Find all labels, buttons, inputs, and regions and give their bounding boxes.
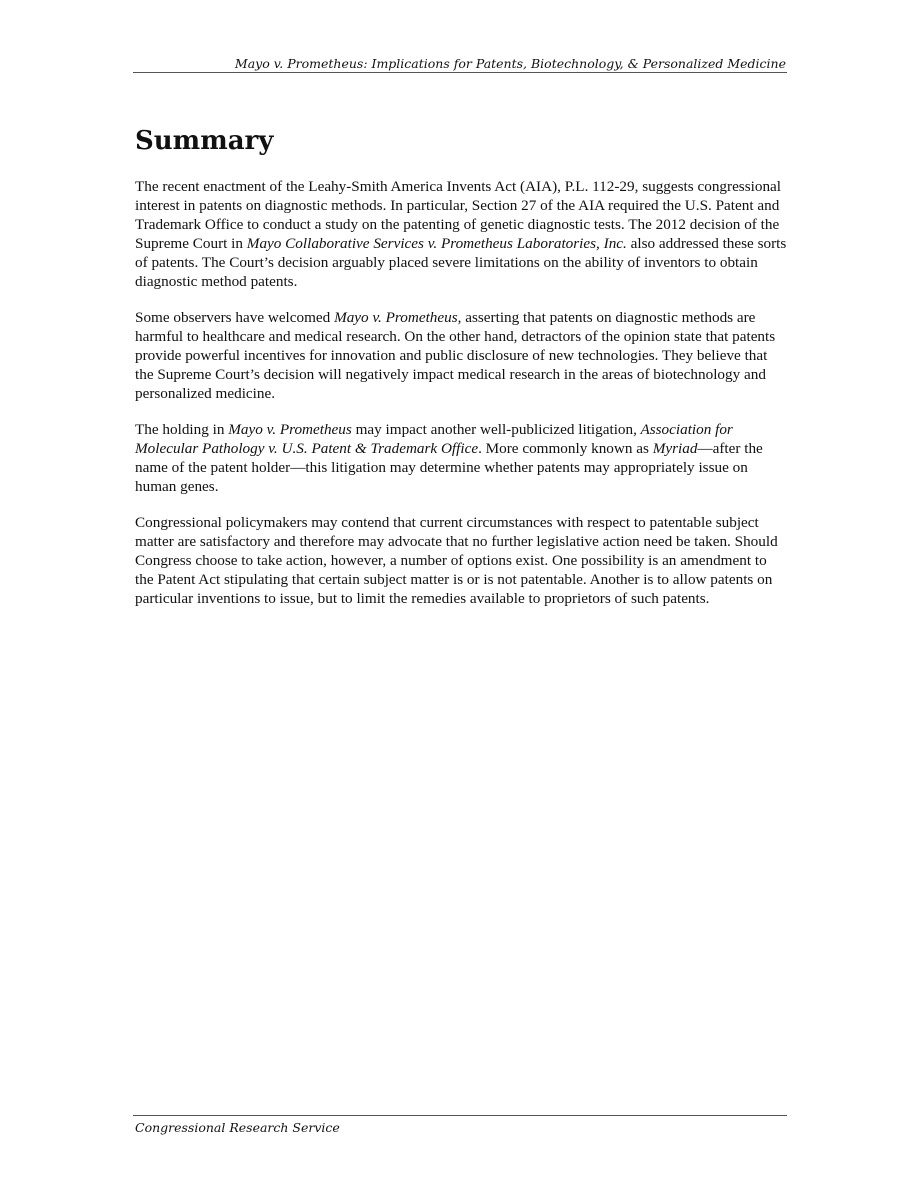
text-run: may impact another well-publicized litigation xyxy=(351,421,634,438)
text-run: The recent enactment of the Leahy-Smith America Invents Act (AIA), P.L. 112-29, suggests congressional interest in patents on diagnostic methods. In particular, Section 27 of the AIA required the U.S. Patent and Trademark Office to conduct a study on the patenting of genetic diagnostic tests. The 2012 decision of the Supreme Court in xyxy=(135,178,781,252)
case-name: , Association for Molecular Pathology v. U.S. Patent & Trademark Office xyxy=(135,421,733,457)
text-run: , asserting that patents on diagnostic methods are harmful to healthcare and medical research. On the other hand, detractors of the opinion state that patents provide powerful incentives for innovation and public disclosure of new technologies. They believe that the Supreme Court’s decision will negatively impact medical research in the areas of biotechnology and personalized medicine. xyxy=(135,309,776,402)
case-name: Mayo v. Prometheus xyxy=(228,421,352,438)
summary-body xyxy=(135,177,787,625)
paragraph-4 xyxy=(135,513,787,608)
case-name: Myriad xyxy=(652,440,698,457)
running-header: Mayo v. Prometheus: Implications for Patents, Biotechnology, & Personalized Medicine xyxy=(234,56,786,71)
section-title: Summary xyxy=(135,126,274,156)
footer-divider xyxy=(133,1115,787,1116)
text-run: —after the name of the patent holder—this litigation may determine whether patents may appropriately issue on human genes. xyxy=(135,440,763,495)
case-name: Mayo Collaborative Services v. Prometheus Laboratories, Inc. xyxy=(246,235,627,252)
footer-organization: Congressional Research Service xyxy=(135,1120,340,1135)
text-run: . More commonly known as xyxy=(478,440,653,457)
text-run: also addressed these sorts of patents. The Court’s decision arguably placed severe limitations on the ability of inventors to obtain diagnostic method patents. xyxy=(135,235,787,290)
paragraph-2 xyxy=(135,308,787,403)
header-divider xyxy=(133,72,787,73)
paragraph-3 xyxy=(135,420,787,496)
paragraph-1 xyxy=(135,177,787,291)
text-run: Some observers have welcomed xyxy=(135,309,335,326)
case-name: Mayo v. Prometheus xyxy=(334,309,458,326)
text-run: The holding in xyxy=(135,421,229,438)
text-run: Congressional policymakers may contend that current circumstances with respect to patentable subject matter are satisfactory and therefore may advocate that no further legislative action need be taken. Should Congress choose to take action, however, a number of options exist. One possibility is an amendment to the Patent Act stipulating that certain subject matter is or is not patentable. Another is to allow patents on particular inventions to issue, but to limit the remedies available to proprietors of such patents. xyxy=(135,514,778,607)
